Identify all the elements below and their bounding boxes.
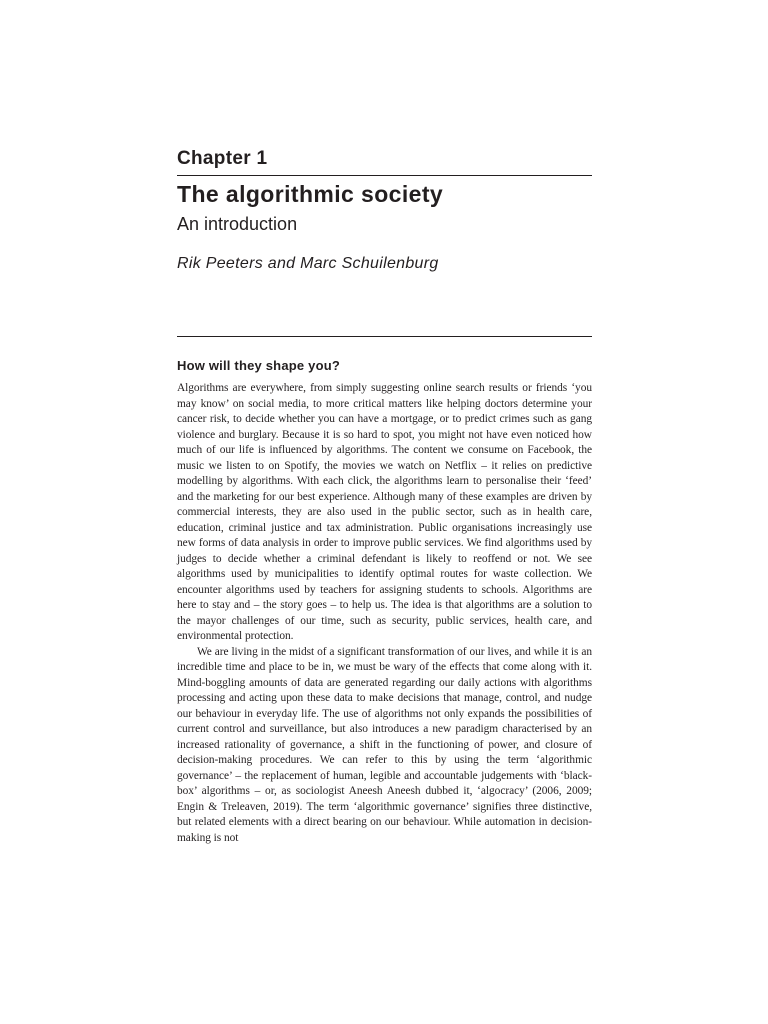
body-paragraph: Algorithms are everywhere, from simply suggesting online search results or friends ‘you may know’ on social media, to more critical matters like helping doctors determine your cancer risk, to decide whether you can have a mortgage, or to predict crimes such as gang violence and burglary. Because it is so hard to spot, you might not have even noticed how much of our life is influenced by algorithms. The content we consume on Facebook, the music we listen to on Spotify, the movies we watch on Netflix – it relies on predictive modelling by algorithms. With each click, the algorithms learn to personalise their ‘feed’ and the marketing for our best experience. Although many of these examples are driven by commercial interests, they are also used in the public sector, such as in health care, education, criminal justice and tax administration. Public organisations increasingly use new forms of data analysis in order to improve public services. We find algorithms used by judges to decide whether a criminal defendant is likely to reoffend or not. We see algorithms used by municipalities to identify optimal routes for waste collection. We encounter algorithms used by teachers for assigning students to schools. Algorithms are here to stay and – the story goes – to help us. The idea is that algorithms are a solution to the mayor challenges of our time, such as security, public services, health care, and environmental protection. — [177, 382, 592, 642]
chapter-label: Chapter 1 — [177, 148, 268, 169]
chapter-subtitle: An introduction — [177, 214, 298, 234]
chapter-authors: Rik Peeters and Marc Schuilenburg — [177, 255, 439, 272]
body-paragraph: We are living in the midst of a significant transformation of our lives, and while it is an incredible time and place to be in, we must be wary of the effects that come along with it. Mind-boggling amounts of data are generated regarding our daily actions with algorithms processing and acting upon these data to make decisions that manage, control, and nudge our behaviour in everyday life. The use of algorithms not only expands the possibilities of current control and surveillance, but also introduces a new paradigm characterised by an increased rationality of governance, a shift in the functioning of power, and closure of decision-making procedures. We can refer to this by using the term ‘algorithmic governance’ – the replacement of human, legible and accountable judgements with ‘black-box’ algorithms – or, as sociologist Aneesh Aneesh dubbed it, ‘algocracy’ (2006, 2009; Engin & Treleaven, 2019). The term ‘algorithmic governance’ signifies three distinctive, but related elements with a direct bearing on our behaviour. While automation in decision-making is not — [177, 645, 592, 844]
chapter-title: The algorithmic society — [177, 181, 444, 207]
header-divider — [177, 336, 592, 337]
title-rule — [177, 175, 592, 176]
body-text — [177, 381, 592, 846]
section-heading: How will they shape you? — [177, 358, 340, 373]
